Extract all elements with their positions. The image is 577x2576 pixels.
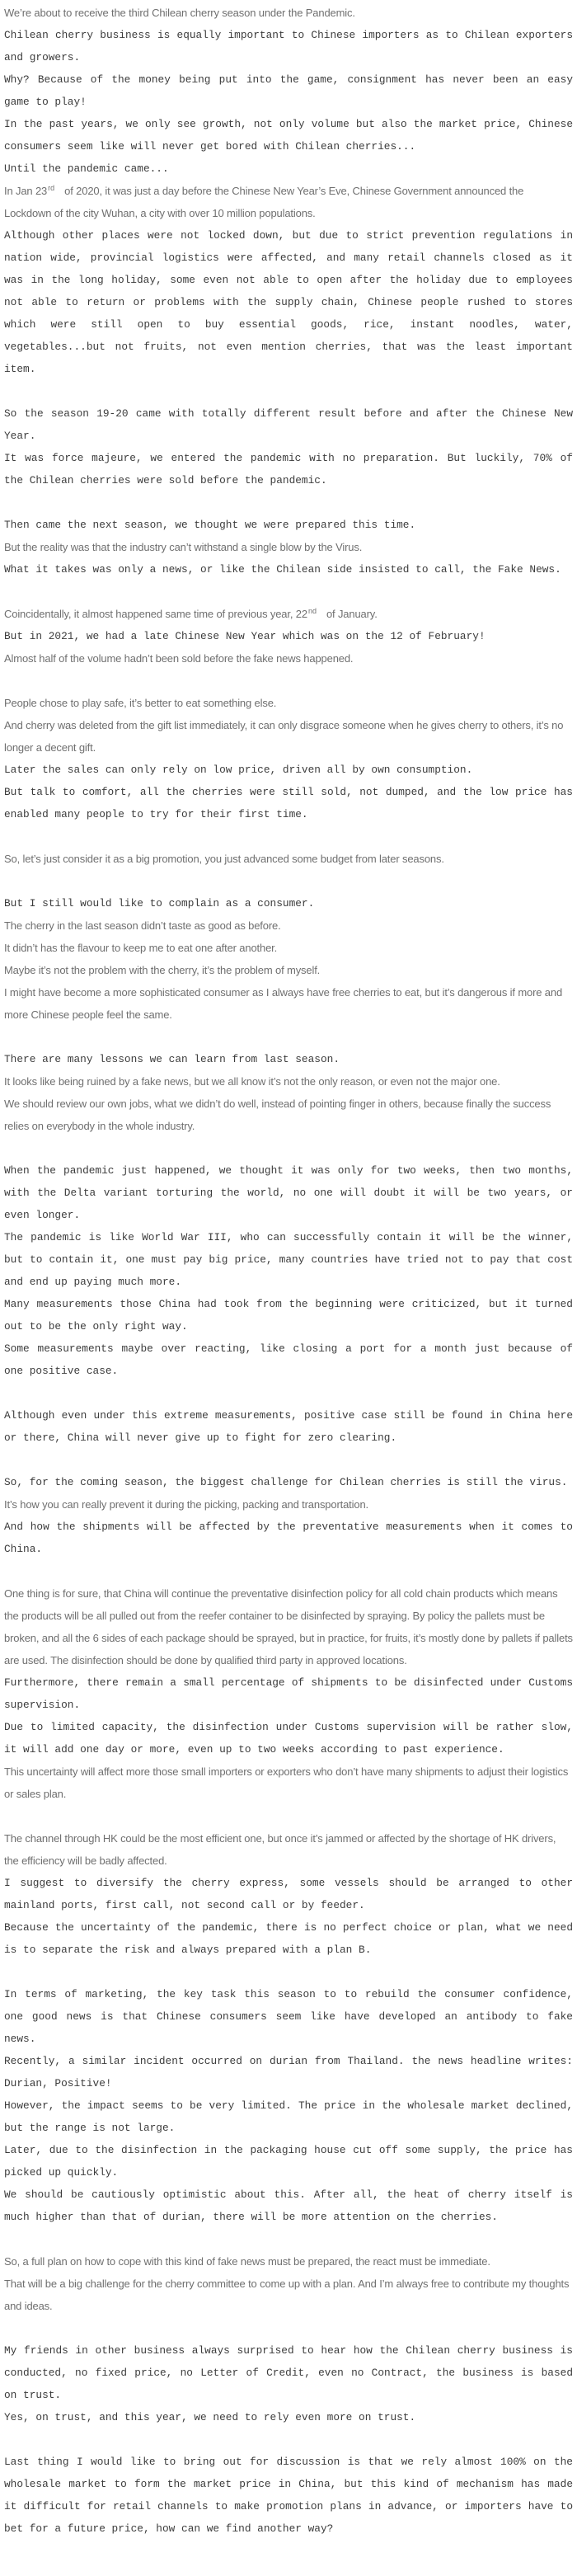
paragraph [4,625,573,647]
paragraph [4,1159,573,1226]
paragraph-text: Last thing I would like to bring out for discussion is that we rely almost 100% on the wholesale market to form the market price in China, but this kind of mechanism has made it difficult for retail channels to make promotion plans in advance, or importers have to bet for a future price, how can we find another way? [4,2456,573,2535]
paragraph-spacer [4,380,573,402]
paragraph-text: We should be cautiously optimistic about this. After all, the heat of cherry itself is much higher than that of durian, there will be more attention on the cherries. [4,2188,573,2223]
paragraph-text: So, for the coming season, the biggest challenge for Chilean cherries is still the virus. [4,1476,568,1488]
paragraph [4,558,573,581]
paragraph-spacer [4,2228,573,2250]
paragraph-text: But I still would like to complain as a consumer. [4,897,315,910]
paragraph-text: of January. [326,608,378,620]
paragraph [4,1226,573,1293]
paragraph-text: Maybe it’s not the problem with the cherry, it’s the problem of myself. [4,964,321,976]
paragraph [4,647,573,670]
paragraph-text: But talk to comfort, all the cherries were still sold, not dumped, and the low price has enabled many people to try for their first time. [4,786,573,820]
paragraph-text: So, a full plan on how to cope with this kind of fake news must be prepared, the react must be immediate. [4,2255,490,2268]
paragraph-spacer [4,2317,573,2339]
paragraph-text: Chilean cherry business is equally important to Chinese importers as to Chilean exporters and growers. [4,29,573,63]
paragraph [4,1493,573,1516]
paragraph [4,1404,573,1449]
paragraph-text: Although other places were not locked down, but due to strict prevention regulations in nation wide, provincial logistics were affected, and many retail channels closed as it was in the long holiday, some even not able to open after the holiday due to employees not able to return or problems with the supply chain, Chinese people rushed to stores which were still open to buy essential goods, rice, instant noodles, water, vegetables...but not fruits, not even mention cherries, that was the least important item. [4,229,573,375]
paragraph-text: So the season 19-20 came with totally different result before and after the Chinese New Year. [4,407,573,442]
paragraph-text: Due to limited capacity, the disinfection under Customs supervision will be rather slow, it will add one day or more, even up to two weeks according to past experience. [4,1721,573,1756]
paragraph [4,937,573,959]
paragraph [4,1916,573,1961]
paragraph-text: But the reality was that the industry can’t withstand a single blow by the Virus. [4,541,363,553]
paragraph [4,1293,573,1337]
paragraph-text: Because the uncertainty of the pandemic, there is no perfect choice or plan, what we need is to separate the risk and always prepared with a plan B. [4,1921,573,1956]
paragraph-spacer [4,1026,573,1048]
paragraph-text: In Jan 23 [4,185,48,197]
paragraph-spacer [4,670,573,692]
paragraph [4,848,573,870]
paragraph [4,447,573,491]
paragraph [4,113,573,157]
paragraph-text: Coincidentally, it almost happened same time of previous year, 22 [4,608,307,620]
paragraph [4,180,573,224]
paragraph [4,981,573,1026]
paragraph [4,692,573,714]
paragraph-text: What it takes was only a news, or like the Chilean side insisted to call, the Fake News. [4,563,561,576]
paragraph-text: People chose to play safe, it’s better to eat something else. [4,697,277,709]
paragraph-spacer [4,870,573,892]
paragraph-spacer [4,491,573,514]
paragraph-text: In the past years, we only see growth, not only volume but also the market price, Chinese consumers seem like will never get bored with Chilean cherries... [4,118,573,153]
paragraph-text: Furthermore, there remain a small percentage of shipments to be disinfected under Customs supervision. [4,1676,573,1711]
paragraph [4,68,573,113]
paragraph-text: Yes, on trust, and this year, we need to rely even more on trust. [4,2411,416,2423]
paragraph-text: It didn’t has the flavour to keep me to eat one after another. [4,942,278,954]
paragraph-text: And cherry was deleted from the gift list immediately, it can only disgrace someone when he gives cherry to others, it’s no longer a decent gift. [4,719,564,754]
paragraph [4,714,573,759]
paragraph [4,2094,573,2139]
paragraph-text: This uncertainty will affect more those small importers or exporters who don’t have many shipments to adjust their logistics or sales plan. [4,1765,569,1800]
paragraph [4,1983,573,2050]
paragraph-text: The cherry in the last season didn’t taste as good as before. [4,919,281,932]
paragraph-spacer [4,581,573,603]
paragraph [4,1471,573,1493]
paragraph [4,24,573,68]
paragraph-text: Then came the next season, we thought we were prepared this time. [4,519,416,531]
paragraph-text: Later, due to the disinfection in the packaging house cut off some supply, the price has picked up quickly. [4,2144,573,2179]
paragraph [4,1582,573,1671]
paragraph-text: That will be a big challenge for the cherry committee to come up with a plan. And I’m always free to contribute my thoughts and ideas. [4,2278,570,2312]
paragraph-spacer [4,1137,573,1159]
paragraph [4,1093,573,1137]
paragraph [4,914,573,937]
paragraph [4,224,573,380]
paragraph [4,157,573,180]
paragraph-text: One thing is for sure, that China will continue the preventative disinfection policy for all cold chain products which means the products will be all pulled out from the reefer container to be disinfected by spraying. By policy the pallets must be broken, and all the 6 sides of each package should be sprayed, but in practice, for fruits, it’s mostly done by pallets if pallets are used. The disinfection should be done by qualified third party in approved locations. [4,1587,573,1666]
paragraph [4,781,573,825]
paragraph-spacer [4,2428,573,2451]
paragraph-text: So, let’s just consider it as a big promotion, you just advanced some budget from later seasons. [4,853,444,865]
paragraph-spacer [4,1961,573,1983]
paragraph [4,1827,573,1872]
paragraph-spacer [4,1805,573,1827]
paragraph-text: When the pandemic just happened, we thought it was only for two weeks, then two months, with the Delta variant torturing the world, no one will doubt it will be two years, or even longer. [4,1164,573,1221]
paragraph [4,2250,573,2273]
paragraph [4,2050,573,2094]
paragraph [4,2273,573,2317]
paragraph-spacer [4,825,573,848]
paragraph-text: Why? Because of the money being put into the game, consignment has never been an easy game to play! [4,73,573,108]
paragraph-text: However, the impact seems to be very limited. The price in the wholesale market declined, but the range is not large. [4,2099,573,2134]
paragraph-text: We should review our own jobs, what we didn’t do well, instead of pointing finger in others, because finally the success relies on everybody in the whole industry. [4,1098,551,1132]
paragraph-text: Recently, a similar incident occurred on durian from Thailand. the news headline writes: Durian, Positive! [4,2055,573,2089]
ordinal-superscript: rd [48,183,55,192]
paragraph [4,1070,573,1093]
paragraph [4,2339,573,2406]
paragraph [4,514,573,536]
paragraph-text: The pandemic is like World War III, who can successfully contain it will be the winner, but to contain it, one must pay big price, many countries have tried not to pay that cost and end up paying much more. [4,1231,573,1288]
paragraph [4,1048,573,1070]
paragraph [4,1337,573,1382]
paragraph-text: It’s how you can really prevent it during the picking, packing and transportation. [4,1498,369,1511]
paragraph [4,2183,573,2228]
paragraph [4,959,573,981]
paragraph-text: But in 2021, we had a late Chinese New Year which was on the 12 of February! [4,630,486,642]
paragraph [4,603,573,625]
paragraph [4,536,573,558]
paragraph [4,402,573,447]
paragraph [4,892,573,914]
paragraph [4,2451,573,2540]
paragraph-text: It looks like being ruined by a fake news, but we all know it’s not the only reason, or even not the major one. [4,1075,500,1088]
paragraph [4,1760,573,1805]
paragraph [4,759,573,781]
paragraph-text: Almost half of the volume hadn’t been sold before the fake news happened. [4,652,354,665]
paragraph-text: In terms of marketing, the key task this season to to rebuild the consumer confidence, one good news is that Chinese consumers seem like have developed an antibody to fake news. [4,1988,573,2045]
paragraph-text: My friends in other business always surprised to hear how the Chilean cherry business is conducted, no fixed price, no Letter of Credit, even no Contract, the business is based on trust. [4,2344,573,2401]
paragraph [4,2406,573,2428]
paragraph-text: And how the shipments will be affected by the preventative measurements when it comes to China. [4,1521,573,1555]
paragraph-spacer [4,1449,573,1471]
paragraph-text: Later the sales can only rely on low price, driven all by own consumption. [4,764,473,776]
paragraph-text: I suggest to diversify the cherry express, some vessels should be arranged to other mainland ports, first call, not second call or by feeder. [4,1877,573,1911]
paragraph-text: The channel through HK could be the most efficient one, but once it’s jammed or affected by the shortage of HK drivers, the efficiency will be badly affected. [4,1832,556,1867]
paragraph [4,2,573,24]
ordinal-superscript: nd [307,606,317,615]
paragraph-text: It was force majeure, we entered the pandemic with no preparation. But luckily, 70% of the Chilean cherries were sold before the pandemic. [4,452,573,487]
paragraph [4,1872,573,1916]
paragraph [4,2139,573,2183]
paragraph-text: I might have become a more sophisticated consumer as I always have free cherries to eat, but it’s dangerous if more and more Chinese people feel the same. [4,986,563,1021]
paragraph-spacer [4,1382,573,1404]
paragraph-text: Many measurements those China had took from the beginning were criticized, but it turned out to be the only right way. [4,1298,573,1333]
paragraph [4,1716,573,1760]
paragraph [4,1671,573,1716]
paragraph-text: Although even under this extreme measurements, positive case still be found in China here or there, China will never give up to fight for zero clearing. [4,1409,573,1444]
paragraph-text: We’re about to receive the third Chilean cherry season under the Pandemic. [4,7,355,19]
paragraph-text: Until the pandemic came... [4,162,169,175]
paragraph [4,1516,573,1560]
paragraph-spacer [4,1560,573,1582]
paragraph-text: Some measurements maybe over reacting, like closing a port for a month just because of one positive case. [4,1342,573,1377]
paragraph-text: of 2020, it was just a day before the Chinese New Year’s Eve, Chinese Government announced the Lockdown of the city Wuhan, a city with over 10 million populations. [4,185,524,219]
paragraph-text: There are many lessons we can learn from last season. [4,1053,340,1065]
